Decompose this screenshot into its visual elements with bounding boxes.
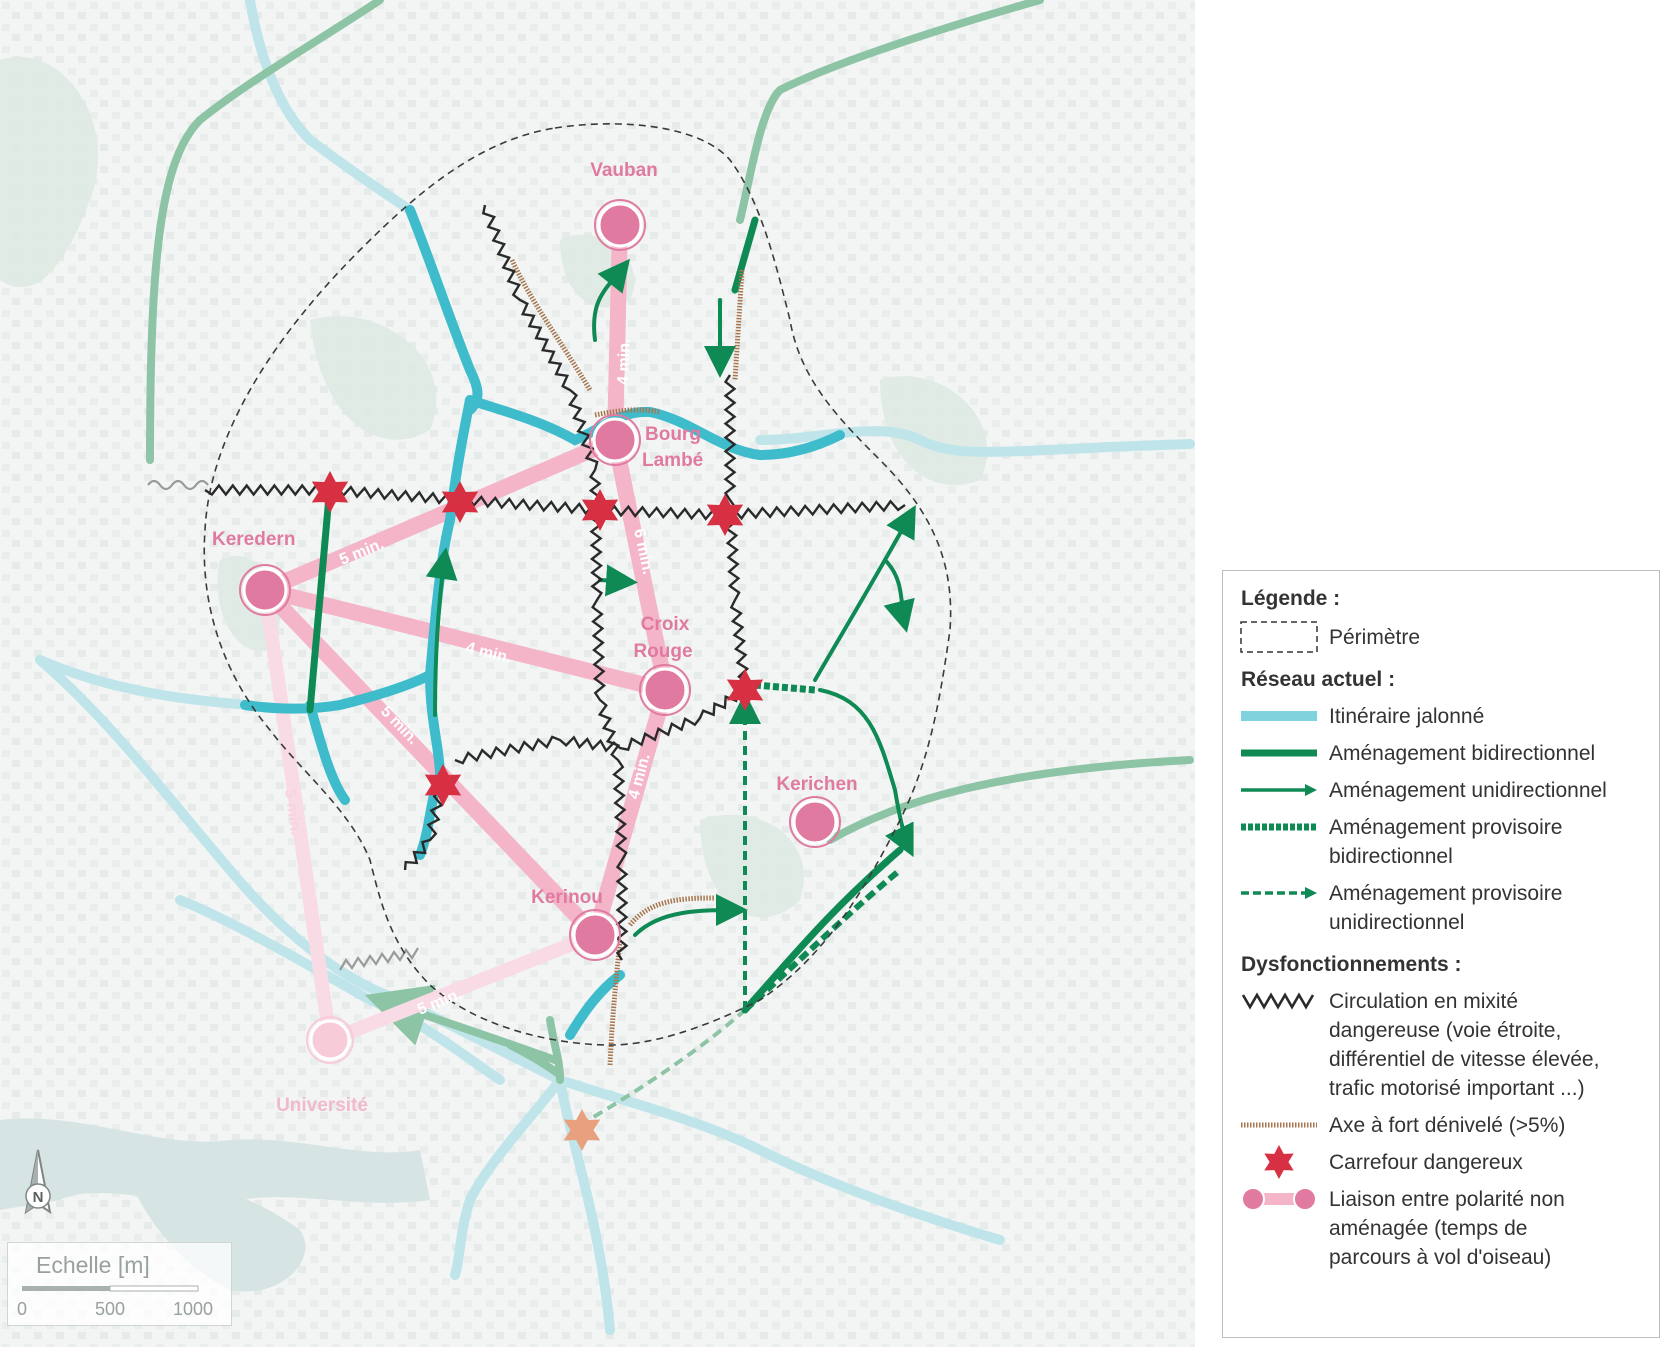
pole-croix-rouge[interactable] — [640, 665, 690, 715]
time-keredern-universite: 5 min. — [281, 788, 305, 837]
legend-unidirectional-label: Aménagement unidirectionnel — [1329, 779, 1607, 802]
itineraire-line-icon — [1239, 702, 1329, 730]
scale-tick-500: 500 — [94, 1299, 126, 1319]
legend-perimeter — [1239, 623, 1643, 652]
time-croix-kerinou: 4 min. — [625, 751, 654, 802]
time-kerinou-universite: 5 min. — [415, 985, 465, 1019]
label-lambe: Lambé — [642, 450, 704, 471]
label-universite: Université — [276, 1095, 368, 1116]
pole-bourg-lambe[interactable] — [590, 415, 640, 465]
legend-panel — [1222, 570, 1660, 1338]
scale-tick-1000: 1000 — [172, 1299, 214, 1319]
label-kerinou: Kerinou — [531, 887, 603, 908]
legend-item-bidirectional — [1239, 739, 1643, 768]
temporary-bidirectional-icon — [1239, 813, 1329, 841]
star-icon — [1239, 1148, 1329, 1176]
pole-keredern[interactable] — [240, 565, 290, 615]
legend-link-l3: parcours à vol d'oiseau) — [1329, 1246, 1552, 1269]
legend-item-temp-unidirectional — [1239, 879, 1643, 937]
pole-kerinou[interactable] — [570, 910, 620, 960]
legend-mixed-l2: dangereuse (voie étroite, — [1329, 1019, 1562, 1042]
label-kerichen: Kerichen — [776, 774, 858, 795]
scale-tick-0: 0 — [16, 1299, 28, 1319]
legend-mixed-l4: trafic motorisé important ...) — [1329, 1077, 1585, 1100]
label-keredern: Keredern — [212, 529, 296, 550]
polarity-link-icon — [1239, 1185, 1329, 1213]
legend-perimeter-label: Périmètre — [1329, 626, 1421, 649]
legend-title: Légende : — [1241, 587, 1341, 610]
legend-item-crossing — [1239, 1148, 1643, 1177]
legend-itineraire-label: Itinéraire jalonné — [1329, 705, 1485, 728]
label-bourg: Bourg — [645, 424, 701, 445]
temporary-unidirectional-icon — [1239, 879, 1329, 907]
legend-link-l1: Liaison entre polarité non — [1329, 1188, 1565, 1211]
legend-temp-bidirectional-l1: Aménagement provisoire — [1329, 816, 1563, 839]
mixed-traffic-wave-icon — [1239, 987, 1329, 1015]
pole-universite[interactable] — [307, 1017, 353, 1063]
legend-crossing-label: Carrefour dangereux — [1329, 1151, 1523, 1174]
scale-bar — [7, 1242, 232, 1326]
label-vauban: Vauban — [590, 160, 658, 181]
label-croix: Croix — [640, 614, 690, 635]
legend-mixed-l1: Circulation en mixité — [1329, 990, 1519, 1013]
legend-item-itineraire — [1239, 702, 1643, 731]
bidirectional-line-icon — [1239, 739, 1329, 767]
time-keredern-kerinou: 5 min. — [377, 702, 422, 749]
scale-title: Echelle [m] — [36, 1252, 150, 1278]
pole-vauban[interactable] — [595, 200, 645, 250]
time-keredern-croix: 4 min. — [464, 639, 514, 668]
legend-mixed-l3: différentiel de vitesse élevée, — [1329, 1048, 1600, 1071]
legend-network-heading: Réseau actuel : — [1241, 668, 1396, 691]
legend-item-mixed-traffic — [1239, 987, 1643, 1103]
legend-problems-heading: Dysfonctionnements : — [1241, 953, 1462, 976]
legend-temp-bidirectional-l2: bidirectionnel — [1329, 845, 1453, 868]
legend-link-l2: aménagée (temps de — [1329, 1217, 1528, 1240]
time-vauban-bourg: 4 min. — [615, 338, 634, 386]
label-rouge: Rouge — [633, 641, 693, 662]
pole-kerichen[interactable] — [790, 797, 840, 847]
slope-axis-icon — [1239, 1111, 1329, 1139]
north-letter: N — [32, 1189, 44, 1206]
legend-item-link — [1239, 1185, 1643, 1272]
legend-item-temp-bidirectional — [1239, 813, 1643, 871]
time-keredern-bourg: 5 min. — [337, 535, 387, 569]
time-bourg-croix: 6 min. — [630, 527, 657, 577]
legend-temp-unidirectional-l2: unidirectionnel — [1329, 911, 1465, 934]
perimeter-icon — [1239, 623, 1329, 651]
legend-temp-unidirectional-l1: Aménagement provisoire — [1329, 882, 1563, 905]
legend-bidirectional-label: Aménagement bidirectionnel — [1329, 742, 1596, 765]
legend-item-slope — [1239, 1111, 1643, 1140]
legend-item-unidirectional — [1239, 776, 1643, 805]
unidirectional-arrow-icon — [1239, 776, 1329, 804]
legend-slope-label: Axe à fort dénivelé (>5%) — [1329, 1114, 1566, 1137]
